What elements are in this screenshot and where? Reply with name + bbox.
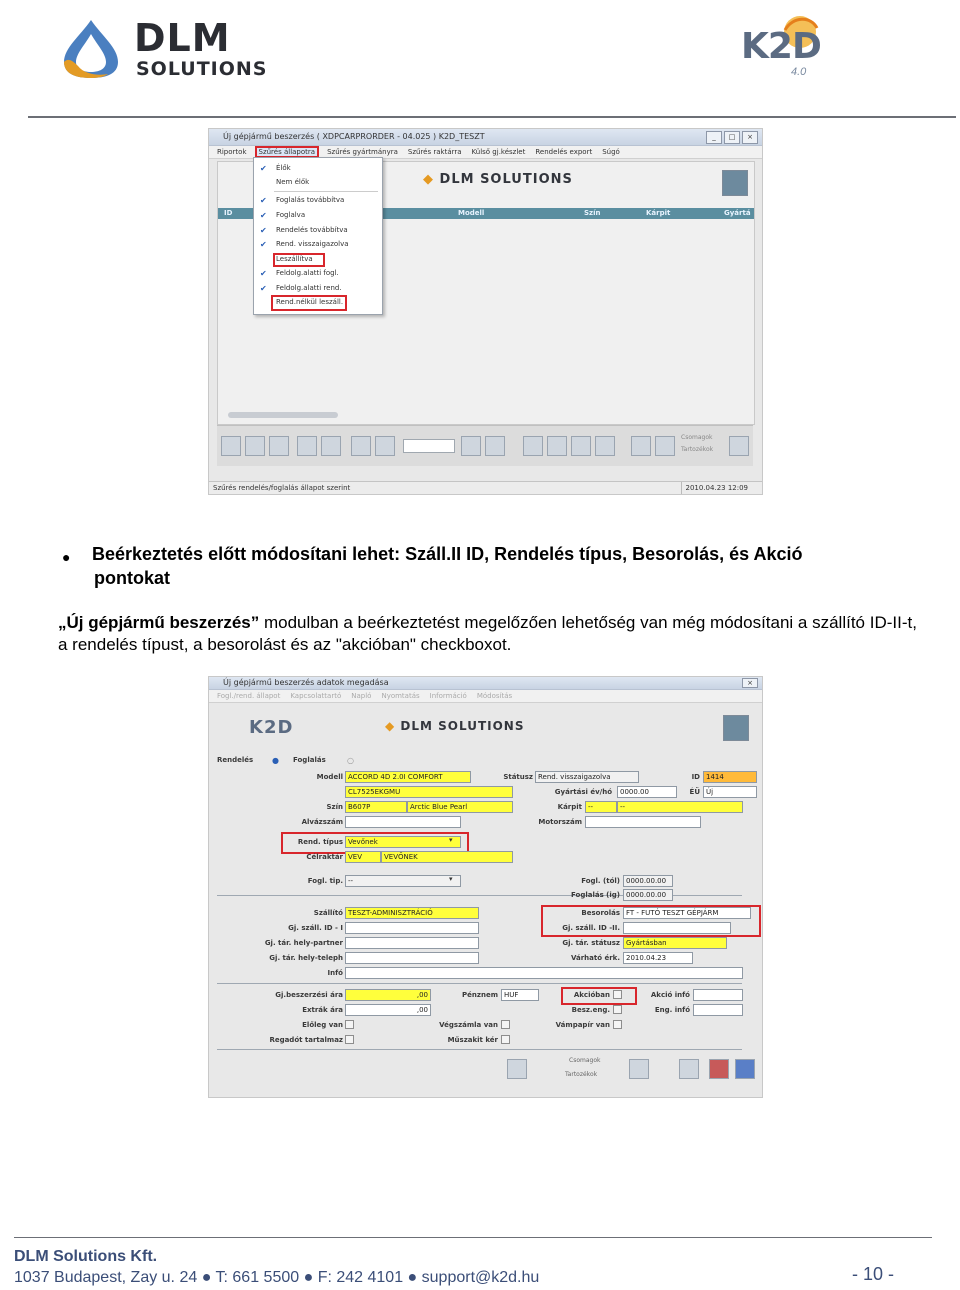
edit-icon[interactable]: [547, 436, 567, 456]
screenshot-edit-form: [208, 676, 763, 1098]
tools-icon[interactable]: [507, 1059, 527, 1079]
menu-item-nyomtatas[interactable]: Nyomtatás: [381, 692, 420, 700]
menu-item-szures-gyartmanyra[interactable]: Szűrés gyártmányra: [327, 148, 398, 156]
label-vegszamla-van: Végszámla van: [439, 1021, 498, 1029]
radio-unselected-icon[interactable]: ○: [347, 756, 354, 765]
label-info: Infó: [327, 969, 343, 977]
bullet-heading: [92, 542, 922, 590]
label-gj-szall-id-ii: Gj. száll. ID -II.: [562, 924, 620, 932]
menu-item-naplo[interactable]: Napló: [351, 692, 372, 700]
dlm-logo-subtext: SOLUTIONS: [136, 58, 268, 80]
page-number: - 10 -: [852, 1264, 895, 1284]
karpit-code-field[interactable]: --: [585, 801, 617, 813]
celraktar-code-field[interactable]: VEV: [345, 851, 381, 863]
label-rend-tipus: Rend. típus: [297, 838, 343, 846]
modell-field[interactable]: ACCORD 4D 2.0I COMFORT: [345, 771, 471, 783]
statusz-field: Rend. visszaigazolva: [535, 771, 639, 783]
fogl-tol-field[interactable]: 0000.00.00: [623, 875, 673, 887]
check-icon: ✔: [260, 240, 267, 249]
varhato-erk-field[interactable]: 2010.04.23: [623, 952, 693, 964]
list-icon[interactable]: [595, 436, 615, 456]
menu-item-kulso-gj-keszlet[interactable]: Külső gj.készlet: [471, 148, 526, 156]
label-akcioban: Akcióban: [573, 991, 610, 999]
motorszam-field[interactable]: [585, 816, 701, 828]
chart-icon[interactable]: [523, 436, 543, 456]
label-penznem: Pénznem: [462, 991, 498, 999]
vampapir-van-checkbox[interactable]: [613, 1020, 622, 1029]
menu-item-riportok[interactable]: Riportok: [217, 148, 247, 156]
k2d-logo: [735, 8, 865, 84]
label-akcio-info: Akció infó: [650, 991, 690, 999]
status-bar: [209, 481, 762, 494]
besz-eng-checkbox[interactable]: [613, 1005, 622, 1014]
label-statusz: Státusz: [503, 773, 533, 781]
search-input[interactable]: [403, 439, 455, 453]
footer-divider: [14, 1237, 932, 1238]
info-field[interactable]: [345, 967, 743, 979]
rend-tipus-select[interactable]: Vevőnek: [345, 836, 461, 848]
dropdown-item-feldolg-alatti-fogl[interactable]: Feldolg.alatti fogl.: [276, 269, 339, 277]
gyartasi-ev-ho-field[interactable]: 0000.00: [617, 786, 677, 798]
label-gj-beszerzesi-ara: Gj.beszerzési ára: [275, 991, 343, 999]
menu-bar: [209, 690, 762, 703]
window-titlebar: [209, 129, 762, 146]
edit-icon[interactable]: [723, 715, 749, 741]
footer-company: DLM Solutions Kft.: [14, 1248, 158, 1265]
label-gyartasi-ev-ho: Gyártási év/hó: [554, 788, 612, 796]
paragraph-text: modulban a beérkeztetést megelőzően lehetőség van még módosítani a szállító ID-II-t, a rendelés típust, a besorolást és az "akcióban" checkboxot.: [58, 613, 917, 654]
dlm-drop-icon: [58, 18, 124, 80]
label-gj-tar-hely-partner: Gj. tár. hely-partner: [264, 939, 343, 947]
footer-address: 1037 Budapest, Zay u. 24 ● T: 661 5500 ● F: 242 4101 ● support@k2d.hu: [14, 1269, 540, 1286]
filter-dropdown: [253, 157, 383, 315]
modell-code-field[interactable]: CL7525EKGMU: [345, 786, 513, 798]
gj-szall-id-i-field[interactable]: [345, 922, 479, 934]
maximize-icon[interactable]: □: [724, 131, 740, 144]
dropdown-separator: [274, 191, 378, 192]
label-karpit: Kárpit: [557, 803, 582, 811]
dlm-solutions-logo: [58, 16, 298, 84]
dlm-logo-small: ◆ DLM SOLUTIONS: [423, 172, 573, 187]
gj-tar-hely-partner-field[interactable]: [345, 937, 479, 949]
check-icon: ✔: [260, 226, 267, 235]
szin-code-field[interactable]: B607P: [345, 801, 407, 813]
dropdown-item-rendeles-tovabbitva[interactable]: Rendelés továbbítva: [276, 226, 348, 234]
dropdown-item-foglalva[interactable]: Foglalva: [276, 211, 306, 219]
dlm-drop-icon: ◆: [385, 719, 396, 733]
akcio-info-field[interactable]: [693, 989, 743, 1001]
szallito-field[interactable]: TESZT-ADMINISZTRÁCIÓ: [345, 907, 479, 919]
akcioban-checkbox[interactable]: [613, 990, 622, 999]
horizontal-scrollbar[interactable]: [228, 412, 338, 418]
status-text: Szűrés rendelés/foglalás állapot szerint: [213, 484, 351, 492]
window-titlebar: [209, 677, 762, 690]
close-icon[interactable]: ×: [742, 131, 758, 144]
k2d-logo-wordmark: K2D: [741, 26, 821, 67]
cancel-button[interactable]: [709, 1059, 729, 1079]
highlight-box: [273, 253, 325, 267]
dropdown-item-leszallitva[interactable]: Leszállítva: [276, 255, 313, 263]
label-eloleg-van: Előleg van: [302, 1021, 343, 1029]
window-controls: [706, 131, 758, 144]
dropdown-item-rend-nelkul-leszall[interactable]: Rend.nélkül leszáll.: [276, 298, 344, 306]
beszerzesi-ar-field[interactable]: ,00: [345, 989, 431, 1001]
label-muszakit-ker: Műszakit kér: [447, 1036, 498, 1044]
dropdown-item-nem-elok[interactable]: Nem élők: [276, 178, 310, 186]
edit-icon[interactable]: [722, 170, 748, 196]
label-varhato-erk: Várható érk.: [570, 954, 620, 962]
label-gj-szall-id-i: Gj. száll. ID - I: [288, 924, 343, 932]
minimize-icon[interactable]: _: [706, 131, 722, 144]
bullet-icon: ●: [62, 549, 71, 565]
label-eu: ÉÜ: [689, 788, 700, 796]
toolbar: [217, 425, 753, 466]
header-divider: [28, 116, 956, 118]
col-gyarta[interactable]: Gyártá: [724, 209, 751, 217]
alvazszam-field[interactable]: [345, 816, 461, 828]
extrak-ar-field[interactable]: ,00: [345, 1004, 431, 1016]
screenshot-filter-menu: [208, 128, 763, 495]
col-karpit[interactable]: Kárpit: [646, 209, 671, 217]
besorolas-select[interactable]: FT - FUTÓ TESZT GÉPJÁRM: [623, 907, 751, 919]
dropdown-item-elok[interactable]: Élők: [276, 164, 291, 172]
dropdown-item-rend-visszaigazolva[interactable]: Rend. visszaigazolva: [276, 240, 349, 248]
check-icon: ✔: [260, 196, 267, 205]
check-icon: ✔: [260, 284, 267, 293]
radio-foglalas-label: Foglalás: [293, 756, 326, 764]
radio-rendeles-label: Rendelés: [217, 756, 254, 764]
label-id: ID: [691, 773, 700, 781]
label-foglalas-ig: Foglalás (ig): [571, 891, 620, 899]
radio-selected-icon[interactable]: ●: [272, 756, 279, 765]
col-modell[interactable]: Modell: [458, 209, 485, 217]
cart-icon[interactable]: [631, 436, 651, 456]
window-title: Új gépjármű beszerzés ( XDPCARPRORDER - 04.025 ) K2D_TESZT: [223, 132, 485, 141]
label-eng-info: Eng. infó: [654, 1006, 690, 1014]
menu-item-sugo[interactable]: Súgó: [602, 148, 620, 156]
regado-tartalmaz-checkbox[interactable]: [345, 1035, 354, 1044]
gj-tar-statusz-select[interactable]: Gyártásban: [623, 937, 727, 949]
tools-icon[interactable]: [321, 436, 341, 456]
label-regado-tartalmaz: Regadót tartalmaz: [269, 1036, 343, 1044]
arrow-icon[interactable]: [461, 436, 481, 456]
k2d-logo-version: 4.0: [791, 66, 807, 78]
bullet-line-2: pontokat: [94, 568, 170, 588]
module-name: „Új gépjármű beszerzés”: [58, 613, 260, 632]
list-icon[interactable]: [485, 436, 505, 456]
eng-info-field[interactable]: [693, 1004, 743, 1016]
check-icon: ✔: [260, 211, 267, 220]
eloleg-van-checkbox[interactable]: [345, 1020, 354, 1029]
csomagok-label: Csomagok: [569, 1057, 601, 1064]
fogl-tip-select[interactable]: --: [345, 875, 461, 887]
section-divider: [217, 983, 742, 984]
dlm-logo-small: ◆ DLM SOLUTIONS: [385, 719, 525, 733]
col-id[interactable]: ID: [224, 209, 233, 217]
vegszamla-van-checkbox[interactable]: [501, 1020, 510, 1029]
foglalas-ig-field[interactable]: 0000.00.00: [623, 889, 673, 901]
pencil-icon[interactable]: [375, 436, 395, 456]
check-icon: ✔: [260, 269, 267, 278]
gj-tar-hely-telephely-field[interactable]: [345, 952, 479, 964]
list-icon[interactable]: [221, 436, 241, 456]
menu-item-informacio[interactable]: Információ: [429, 692, 467, 700]
gj-szall-id-ii-field[interactable]: [623, 922, 731, 934]
settings-icon[interactable]: [571, 436, 591, 456]
window-controls: [742, 678, 758, 688]
label-fogl-tol: Fogl. (tól): [581, 877, 620, 885]
id-field: 1414: [703, 771, 757, 783]
label-gj-tar-hely-telephely: Gj. tár. hely-teleph: [269, 954, 343, 962]
menu-item-fogl-rend-allapot[interactable]: Fogl./rend. állapot: [217, 692, 281, 700]
menu-item-rendeles-export[interactable]: Rendelés export: [535, 148, 593, 156]
col-szin[interactable]: Szín: [584, 209, 601, 217]
chevron-down-icon[interactable]: ▾: [449, 875, 453, 883]
tools-icon[interactable]: [679, 1059, 699, 1079]
menu-item-szures-raktarra[interactable]: Szűrés raktárra: [407, 148, 462, 156]
list-icon[interactable]: [269, 436, 289, 456]
chevron-down-icon[interactable]: ▾: [449, 836, 453, 844]
label-szin: Szín: [326, 803, 343, 811]
dropdown-item-foglalas-tovabbitva[interactable]: Foglalás továbbítva: [276, 196, 345, 204]
check-icon: ✔: [260, 164, 267, 173]
label-fogl-tip: Fogl. tip.: [307, 877, 343, 885]
label-besz-eng: Besz.eng.: [571, 1006, 610, 1014]
menu-item-szures-allapotra[interactable]: Szűrés állapotra: [258, 148, 316, 156]
szin-name-field[interactable]: Arctic Blue Pearl: [407, 801, 513, 813]
label-vampapir-van: Vámpapír van: [555, 1021, 610, 1029]
tools-icon[interactable]: [297, 436, 317, 456]
label-besorolas: Besorolás: [581, 909, 620, 917]
window-title: Új gépjármű beszerzés adatok megadása: [223, 678, 389, 687]
celraktar-name-field[interactable]: VEVŐNEK: [381, 851, 513, 863]
csomagok-label: Csomagok: [681, 434, 713, 441]
label-alvazszam: Alvázszám: [301, 818, 343, 826]
muszakit-ker-checkbox[interactable]: [501, 1035, 510, 1044]
menu-item-kapcsolattarto[interactable]: Kapcsolattartó: [290, 692, 342, 700]
close-icon[interactable]: ×: [742, 678, 758, 688]
exit-icon[interactable]: [729, 436, 749, 456]
search-icon[interactable]: [629, 1059, 649, 1079]
menu-item-modositas[interactable]: Módosítás: [476, 692, 513, 700]
label-motorszam: Motorszám: [538, 818, 582, 826]
tartozekok-label: Tartozékok: [681, 446, 714, 453]
body-paragraph: [58, 612, 928, 656]
highlight-box: [271, 295, 347, 311]
edit-icon[interactable]: [351, 436, 371, 456]
status-date: 2010.04.23 12:09: [681, 482, 748, 494]
dlm-drop-icon: ◆: [423, 172, 434, 187]
penznem-select[interactable]: HUF: [501, 989, 539, 1001]
grid-icon[interactable]: [245, 436, 265, 456]
label-modell: Modell: [316, 773, 343, 781]
dropdown-item-feldolg-alatti-rend[interactable]: Feldolg.alatti rend.: [276, 284, 342, 292]
k2d-logo-small: K2D: [249, 717, 294, 738]
tartozekok-label: Tartozékok: [565, 1071, 598, 1078]
label-extrak-ara: Extrák ára: [302, 1006, 343, 1014]
label-celraktar: Célraktár: [306, 853, 343, 861]
print-icon[interactable]: [655, 436, 675, 456]
label-szallito: Szállító: [313, 909, 343, 917]
dlm-logo-wordmark: DLM: [134, 16, 231, 60]
bullet-line-1: Beérkeztetés előtt módosítani lehet: Száll.II ID, Rendelés típus, Besorolás, és Akció: [92, 544, 803, 564]
eu-select[interactable]: Új: [703, 786, 757, 798]
ok-button[interactable]: [735, 1059, 755, 1079]
karpit-name-field[interactable]: --: [617, 801, 743, 813]
section-divider: [217, 1049, 742, 1050]
label-gj-tar-statusz: Gj. tár. státusz: [562, 939, 620, 947]
